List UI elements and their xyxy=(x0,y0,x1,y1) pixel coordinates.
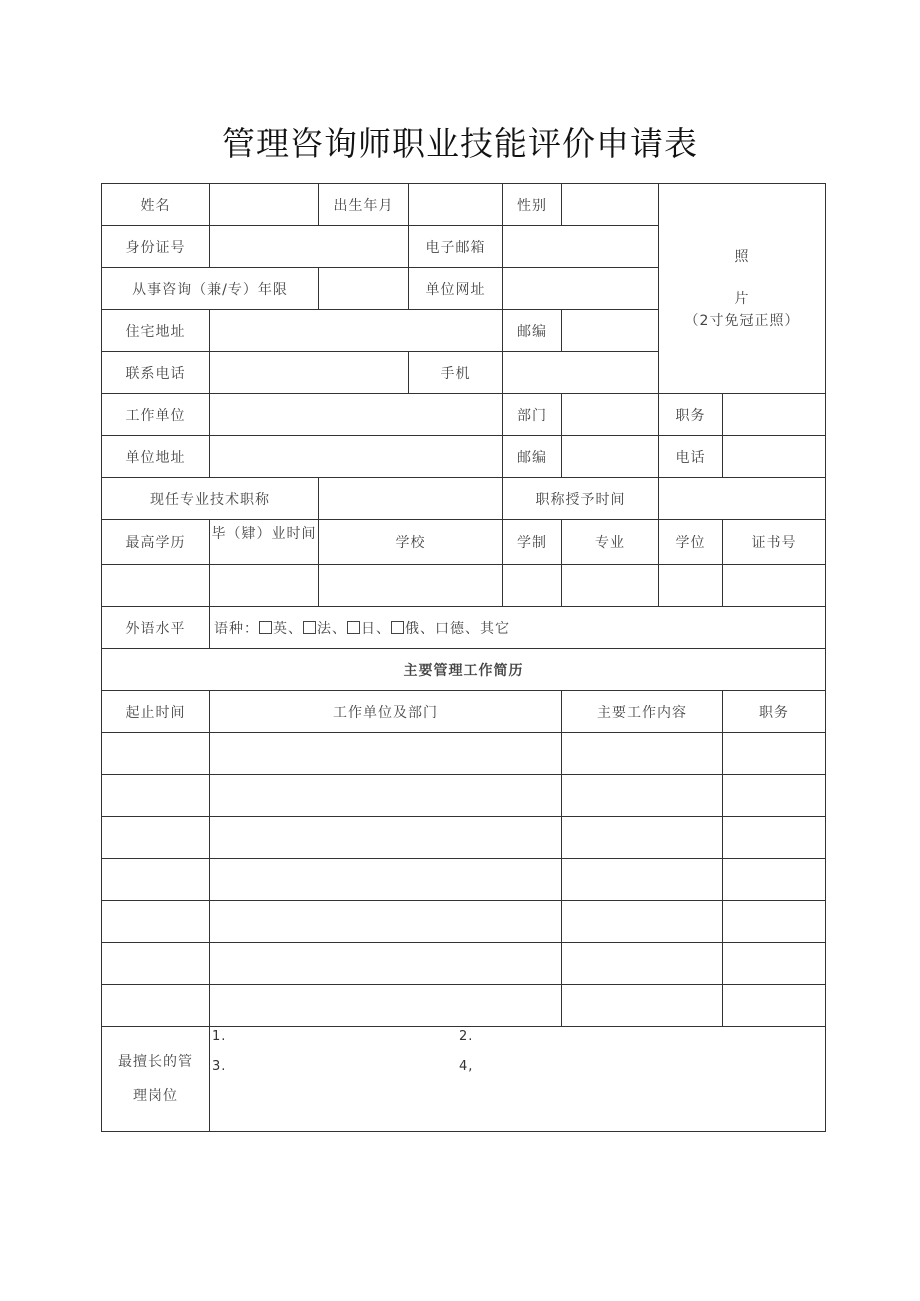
education-level-field[interactable] xyxy=(102,565,210,607)
best-positions-label-2: 理岗位 xyxy=(133,1088,178,1104)
label-name: 姓名 xyxy=(102,184,210,226)
col-period: 起止时间 xyxy=(102,691,210,733)
certificate-number-field[interactable] xyxy=(723,565,826,607)
position-field[interactable] xyxy=(723,394,826,436)
degree-field[interactable] xyxy=(659,565,723,607)
language-options xyxy=(210,607,826,649)
col-employer-department: 工作单位及部门 xyxy=(210,691,562,733)
label-graduation-time: 毕（肄）业时间 xyxy=(210,520,319,565)
label-current-title: 现任专业技术职称 xyxy=(102,478,319,520)
option-english: 英、 xyxy=(273,620,303,637)
label-position: 职务 xyxy=(659,394,723,436)
label-department: 部门 xyxy=(503,394,562,436)
label-major: 专业 xyxy=(562,520,659,565)
label-postcode: 邮编 xyxy=(503,310,562,352)
checkbox-japanese[interactable] xyxy=(347,621,360,634)
history-row xyxy=(102,733,826,775)
contact-phone-field[interactable] xyxy=(210,352,409,394)
photo-label-3: （2寸免冠正照） xyxy=(684,312,800,329)
label-home-address: 住宅地址 xyxy=(102,310,210,352)
mobile-field[interactable] xyxy=(503,352,659,394)
photo-label-2: 片 xyxy=(734,290,750,307)
checkbox-russian[interactable] xyxy=(391,621,404,634)
option-japanese: 日、 xyxy=(361,620,391,637)
major-field[interactable] xyxy=(562,565,659,607)
school-field[interactable] xyxy=(319,565,503,607)
label-employer: 工作单位 xyxy=(102,394,210,436)
checkbox-french[interactable] xyxy=(303,621,316,634)
section-work-history: 主要管理工作简历 xyxy=(102,649,826,691)
postcode-2-field[interactable] xyxy=(562,436,659,478)
phone-field[interactable] xyxy=(723,436,826,478)
option-russian: 俄、 xyxy=(405,620,435,637)
website-field[interactable] xyxy=(503,268,659,310)
option-others: 口德、其它 xyxy=(435,620,510,637)
history-row xyxy=(102,943,826,985)
best-position-item-4: 4, xyxy=(459,1059,474,1074)
label-best-positions xyxy=(102,1027,210,1132)
label-language: 外语水平 xyxy=(102,607,210,649)
id-number-field[interactable] xyxy=(210,226,409,268)
postcode-field[interactable] xyxy=(562,310,659,352)
label-school: 学校 xyxy=(319,520,503,565)
application-form xyxy=(101,183,826,1132)
language-prefix: 语种： xyxy=(214,620,259,637)
employer-address-field[interactable] xyxy=(210,436,503,478)
history-row xyxy=(102,775,826,817)
birth-field[interactable] xyxy=(409,184,503,226)
email-field[interactable] xyxy=(503,226,659,268)
history-row xyxy=(102,985,826,1027)
name-field[interactable] xyxy=(210,184,319,226)
best-position-item-1: 1. xyxy=(212,1029,227,1044)
graduation-time-field[interactable] xyxy=(210,565,319,607)
home-address-field[interactable] xyxy=(210,310,503,352)
department-field[interactable] xyxy=(562,394,659,436)
label-gender: 性别 xyxy=(503,184,562,226)
best-position-item-3: 3. xyxy=(212,1059,227,1074)
consulting-years-field[interactable] xyxy=(319,268,409,310)
label-email: 电子邮箱 xyxy=(409,226,503,268)
label-contact-phone: 联系电话 xyxy=(102,352,210,394)
best-positions-field[interactable] xyxy=(210,1027,826,1132)
label-education: 最高学历 xyxy=(102,520,210,565)
label-degree: 学位 xyxy=(659,520,723,565)
current-title-field[interactable] xyxy=(319,478,503,520)
label-id-number: 身份证号 xyxy=(102,226,210,268)
history-row xyxy=(102,901,826,943)
photo-label-1: 照 xyxy=(734,248,750,265)
label-mobile: 手机 xyxy=(409,352,503,394)
label-employer-address: 单位地址 xyxy=(102,436,210,478)
best-position-item-2: 2. xyxy=(459,1029,474,1044)
label-consulting-years: 从事咨询（兼/专）年限 xyxy=(102,268,319,310)
label-website: 单位网址 xyxy=(409,268,503,310)
study-length-field[interactable] xyxy=(503,565,562,607)
page-title: 管理咨询师职业技能评价申请表 xyxy=(222,124,698,163)
label-certificate-number: 证书号 xyxy=(723,520,826,565)
history-row xyxy=(102,817,826,859)
title-date-field[interactable] xyxy=(659,478,826,520)
label-study-length: 学制 xyxy=(503,520,562,565)
label-birth: 出生年月 xyxy=(319,184,409,226)
checkbox-english[interactable] xyxy=(259,621,272,634)
label-postcode-2: 邮编 xyxy=(503,436,562,478)
option-french: 法、 xyxy=(317,620,347,637)
photo-box[interactable] xyxy=(659,184,826,394)
history-row xyxy=(102,859,826,901)
label-phone: 电话 xyxy=(659,436,723,478)
gender-field[interactable] xyxy=(562,184,659,226)
best-positions-label-1: 最擅长的管 xyxy=(118,1054,193,1070)
employer-field[interactable] xyxy=(210,394,503,436)
label-title-date: 职称授予时间 xyxy=(503,478,659,520)
col-job-title: 职务 xyxy=(723,691,826,733)
col-main-duties: 主要工作内容 xyxy=(562,691,723,733)
